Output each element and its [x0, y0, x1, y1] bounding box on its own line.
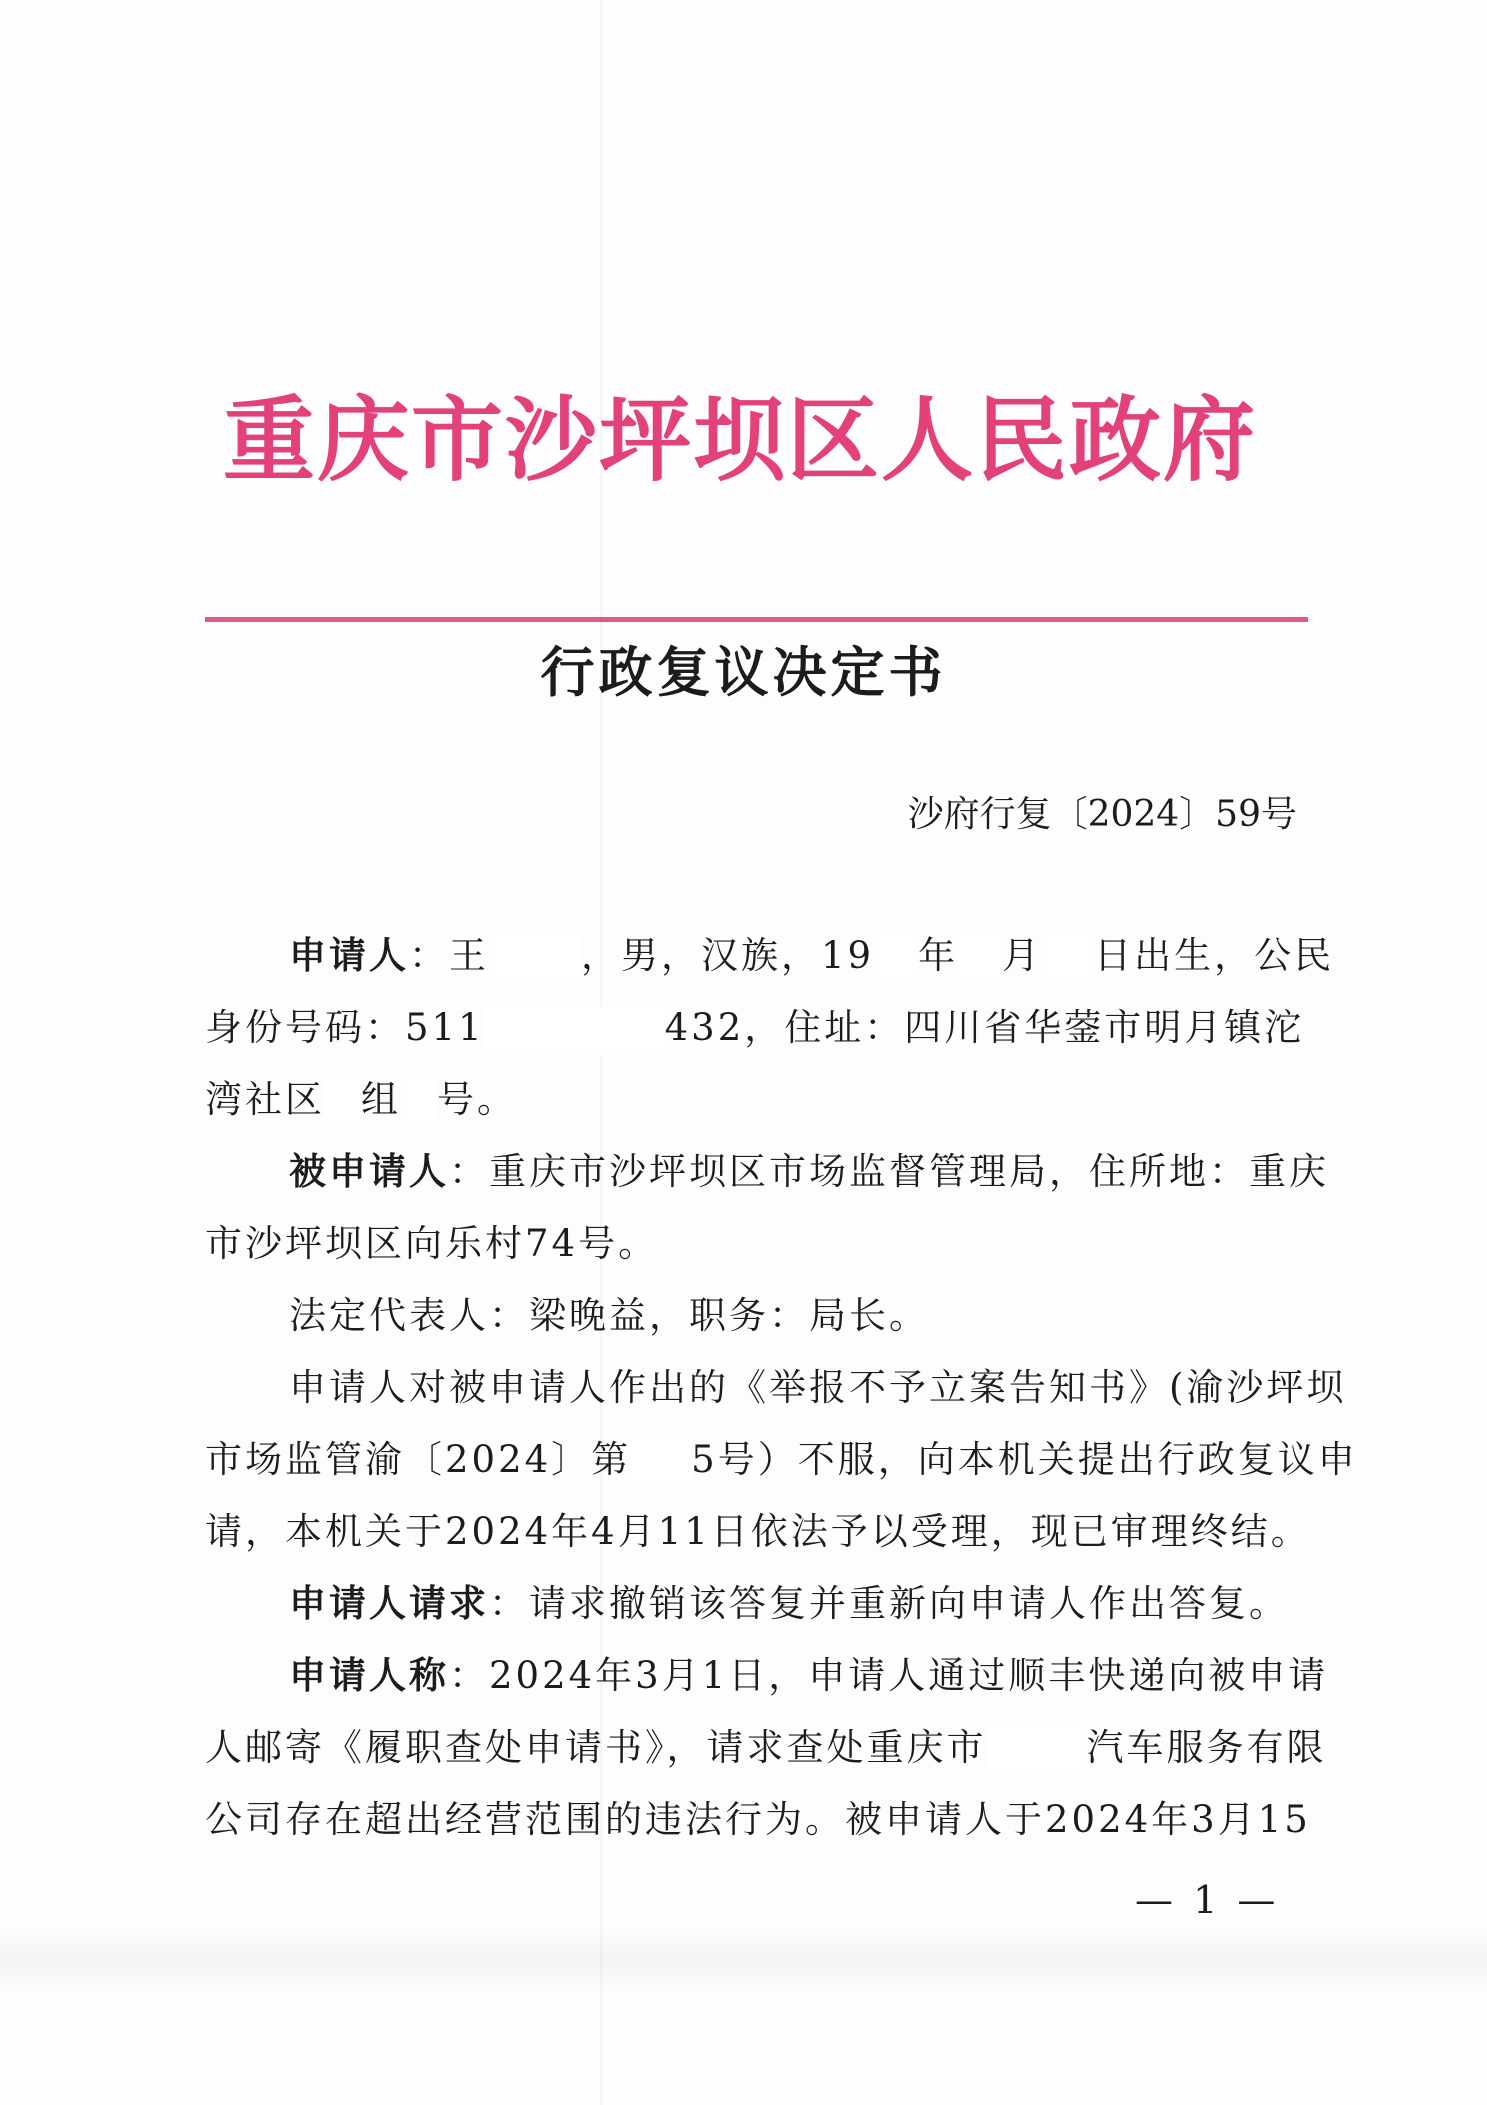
document-title: 行政复议决定书 — [540, 640, 947, 704]
document-number: 沙府行复〔2024〕59号 — [907, 794, 1297, 835]
paragraph-claim — [205, 1640, 1329, 1856]
redaction-mask — [401, 1079, 437, 1127]
text-segment: 432，住址：四川省华蓥市明月镇沱 — [664, 1006, 1305, 1049]
text-segment: 5号）不服，向本机关提出行政复议申 — [691, 1438, 1358, 1481]
paragraph-applicant — [205, 920, 1335, 1136]
text-segment: 湾社区 — [205, 1078, 325, 1121]
text-segment: 月 — [1002, 934, 1043, 977]
respondent-label: 被申请人 — [289, 1150, 449, 1193]
text-segment: ，男，汉族，19 — [581, 934, 875, 977]
text-segment: ：王 — [409, 934, 489, 977]
text-line: 请，本机关于2024年4月11日依法予以受理，现已审理终结。 — [205, 1510, 1311, 1553]
text-line: 法定代表人：梁晚益，职务：局长。 — [289, 1294, 929, 1337]
text-segment: ：重庆市沙坪坝区市场监督管理局，住所地：重庆 — [449, 1150, 1329, 1193]
text-segment: 身份号码：511 — [205, 1006, 485, 1049]
redaction-mask — [631, 1439, 691, 1487]
claim-label: 申请人称 — [289, 1654, 449, 1697]
text-line: 申请人对被申请人作出的《举报不予立案告知书》(渝沙坪坝 — [289, 1366, 1347, 1409]
text-segment: 日出生，公民 — [1094, 934, 1335, 977]
text-line — [205, 1640, 1329, 1712]
applicant-label: 申请人 — [289, 934, 409, 977]
text-segment: 组 — [361, 1078, 401, 1121]
paragraph-respondent — [205, 1136, 1329, 1280]
text-line — [205, 992, 1305, 1064]
scan-shadow — [0, 1925, 1487, 1995]
text-segment: 汽车服务有限 — [1086, 1726, 1327, 1769]
document-body — [205, 920, 1358, 1856]
redaction-mask — [987, 1727, 1087, 1775]
issuing-authority-title: 重庆市沙坪坝区人民政府 — [222, 386, 1257, 494]
red-header-rule — [205, 617, 1308, 622]
text-segment: ：请求撤销该答复并重新向申请人作出答复。 — [489, 1582, 1289, 1625]
redaction-mask — [325, 1079, 361, 1127]
request-label: 申请人请求 — [289, 1582, 489, 1625]
text-line: 市沙坪坝区向乐村74号。 — [205, 1222, 659, 1265]
text-line — [205, 1424, 1358, 1496]
text-segment: 市场监管渝〔2024〕第 — [205, 1438, 632, 1481]
redaction-mask — [958, 935, 1002, 983]
text-segment: 年 — [918, 934, 959, 977]
paragraph-legal-representative — [205, 1280, 1305, 1352]
text-line: 公司存在超出经营范围的违法行为。被申请人于2024年3月15 — [205, 1798, 1311, 1841]
text-line — [205, 920, 1335, 992]
redaction-mask — [489, 935, 581, 983]
text-line — [205, 1712, 1327, 1784]
paragraph-intro — [205, 1352, 1358, 1568]
text-line — [205, 1136, 1329, 1208]
text-segment: 人邮寄《履职查处申请书》，请求查处重庆市 — [205, 1726, 987, 1769]
text-segment: ：2024年3月1日，申请人通过顺丰快递向被申请 — [449, 1654, 1329, 1697]
redaction-mask — [1042, 935, 1094, 983]
redaction-mask — [485, 1007, 665, 1055]
redaction-mask — [874, 935, 918, 983]
paragraph-request — [205, 1568, 1305, 1640]
page-number: — 1 — — [1135, 1878, 1280, 1922]
text-line — [205, 1568, 1305, 1640]
text-line — [205, 1064, 1305, 1136]
text-segment: 号。 — [437, 1078, 517, 1121]
